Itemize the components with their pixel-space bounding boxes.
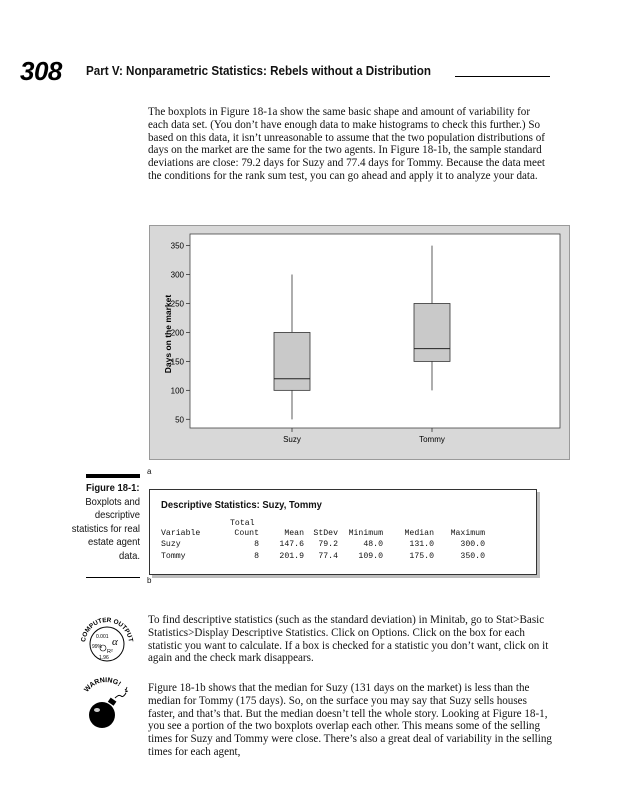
y-tick-label: 100 [170, 386, 184, 396]
svg-text:0.001: 0.001 [96, 634, 109, 640]
table-header-cell: StDev [313, 529, 338, 538]
svg-text:99%: 99% [92, 644, 103, 650]
table-title: Descriptive Statistics: Suzy, Tommy [161, 499, 322, 511]
table-cell: 131.0 [409, 540, 434, 549]
y-axis [171, 242, 190, 425]
table-header-cell: Variable [161, 529, 201, 538]
table-cell: 147.6 [279, 540, 304, 549]
table-header-cell: Maximum [450, 529, 485, 538]
y-axis-label: Days on the market [163, 294, 173, 374]
figure-caption-title: Figure 18-1: [86, 482, 140, 494]
y-tick-label: 300 [170, 270, 184, 280]
descriptive-stats-table [149, 489, 537, 575]
warning-icon [78, 675, 138, 735]
body-paragraph-1: The boxplots in Figure 18-1a show the same basic shape and amount of variability for each data set. (You don’t have enough data to make histograms to check this further.) So based on this data, it isn’t unreasonable to assume that the two population distributions of days on the market are the same for the two agents. In Figure 18-1b, the sample standard deviations are close: 79.2 days for Suzy and 77.4 days for Tommy. Because the data meet the conditions for the rank sum test, you can go ahead and apply it to analyze your data. [148, 106, 545, 182]
table-header-cell: Minimum [348, 529, 383, 538]
caption-rule [86, 577, 140, 578]
caption-bar [86, 474, 140, 478]
svg-text:WARNING!: WARNING! [83, 677, 122, 694]
page-number: 308 [20, 56, 62, 86]
table-cell: 79.2 [318, 540, 338, 549]
table-header-cell: Count [234, 529, 259, 538]
x-tick-label: Tommy [419, 435, 445, 444]
svg-text:COMPUTER OUTPUT: COMPUTER OUTPUT [80, 616, 134, 643]
table-header-top: Total [230, 519, 255, 528]
box-suzy [274, 332, 310, 390]
figure-caption-text: Boxplots and descriptive statistics for real estate agent data. [71, 496, 140, 562]
svg-text:1.96: 1.96 [99, 655, 109, 661]
table-cell: 77.4 [318, 552, 338, 561]
y-tick-label: 200 [170, 328, 184, 338]
table-cell: 8 [254, 540, 259, 549]
y-tick-label: 350 [170, 241, 184, 251]
table-header-cell: Mean [284, 529, 304, 538]
table-cell: Suzy [161, 540, 181, 549]
header-rule [455, 76, 550, 77]
table-cell: Tommy [161, 552, 186, 561]
table-cell: 300.0 [460, 540, 485, 549]
table-cell: 350.0 [460, 552, 485, 561]
table-cell: 48.0 [363, 540, 383, 549]
body-paragraph-3: Figure 18-1b shows that the median for Suzy (131 days on the market) is less than the median for Tommy (175 days). So, on the surface you may say that Suzy sells houses faster, and that’s that. But the median doesn’t tell the whole story. Looking at Figure 18-1, you see a portion of the two boxplots overlap each other. This means some of the selling times for Suzy and Tommy were close. There’s also a great deal of variability in the selling times for each agent, [148, 682, 552, 758]
table-cell: 175.0 [409, 552, 434, 561]
body-paragraph-2: To find descriptive statistics (such as the standard deviation) in Minitab, go to Stat>Basic Statistics>Display Descriptive Statistics. Click on Options. Click on the box for each statistic you want to calculate. If a box is checked for a statistic you don’t want, click on it again and the check mark disappears. [148, 614, 549, 665]
computer-output-icon [77, 610, 137, 670]
svg-text:α: α [112, 636, 118, 648]
y-tick-label: 150 [170, 357, 184, 367]
table-cell: 8 [254, 552, 259, 561]
y-tick-label: 50 [175, 415, 184, 425]
boxplot-chart [150, 226, 569, 459]
svg-text:R²: R² [107, 649, 113, 655]
box-tommy [414, 303, 450, 361]
x-tick-label: Suzy [283, 435, 301, 444]
figure-label-b: b [147, 576, 152, 585]
table-header-cell: Median [404, 529, 434, 538]
x-axis [283, 428, 445, 444]
plot-area [190, 234, 560, 428]
table-cell: 201.9 [279, 552, 304, 561]
y-tick-label: 250 [170, 299, 184, 309]
running-head: Part V: Nonparametric Statistics: Rebels without a Distribution [86, 64, 431, 78]
table-cell: 109.0 [358, 552, 383, 561]
boxplot-figure [149, 225, 570, 460]
figure-label-a: a [147, 467, 152, 476]
